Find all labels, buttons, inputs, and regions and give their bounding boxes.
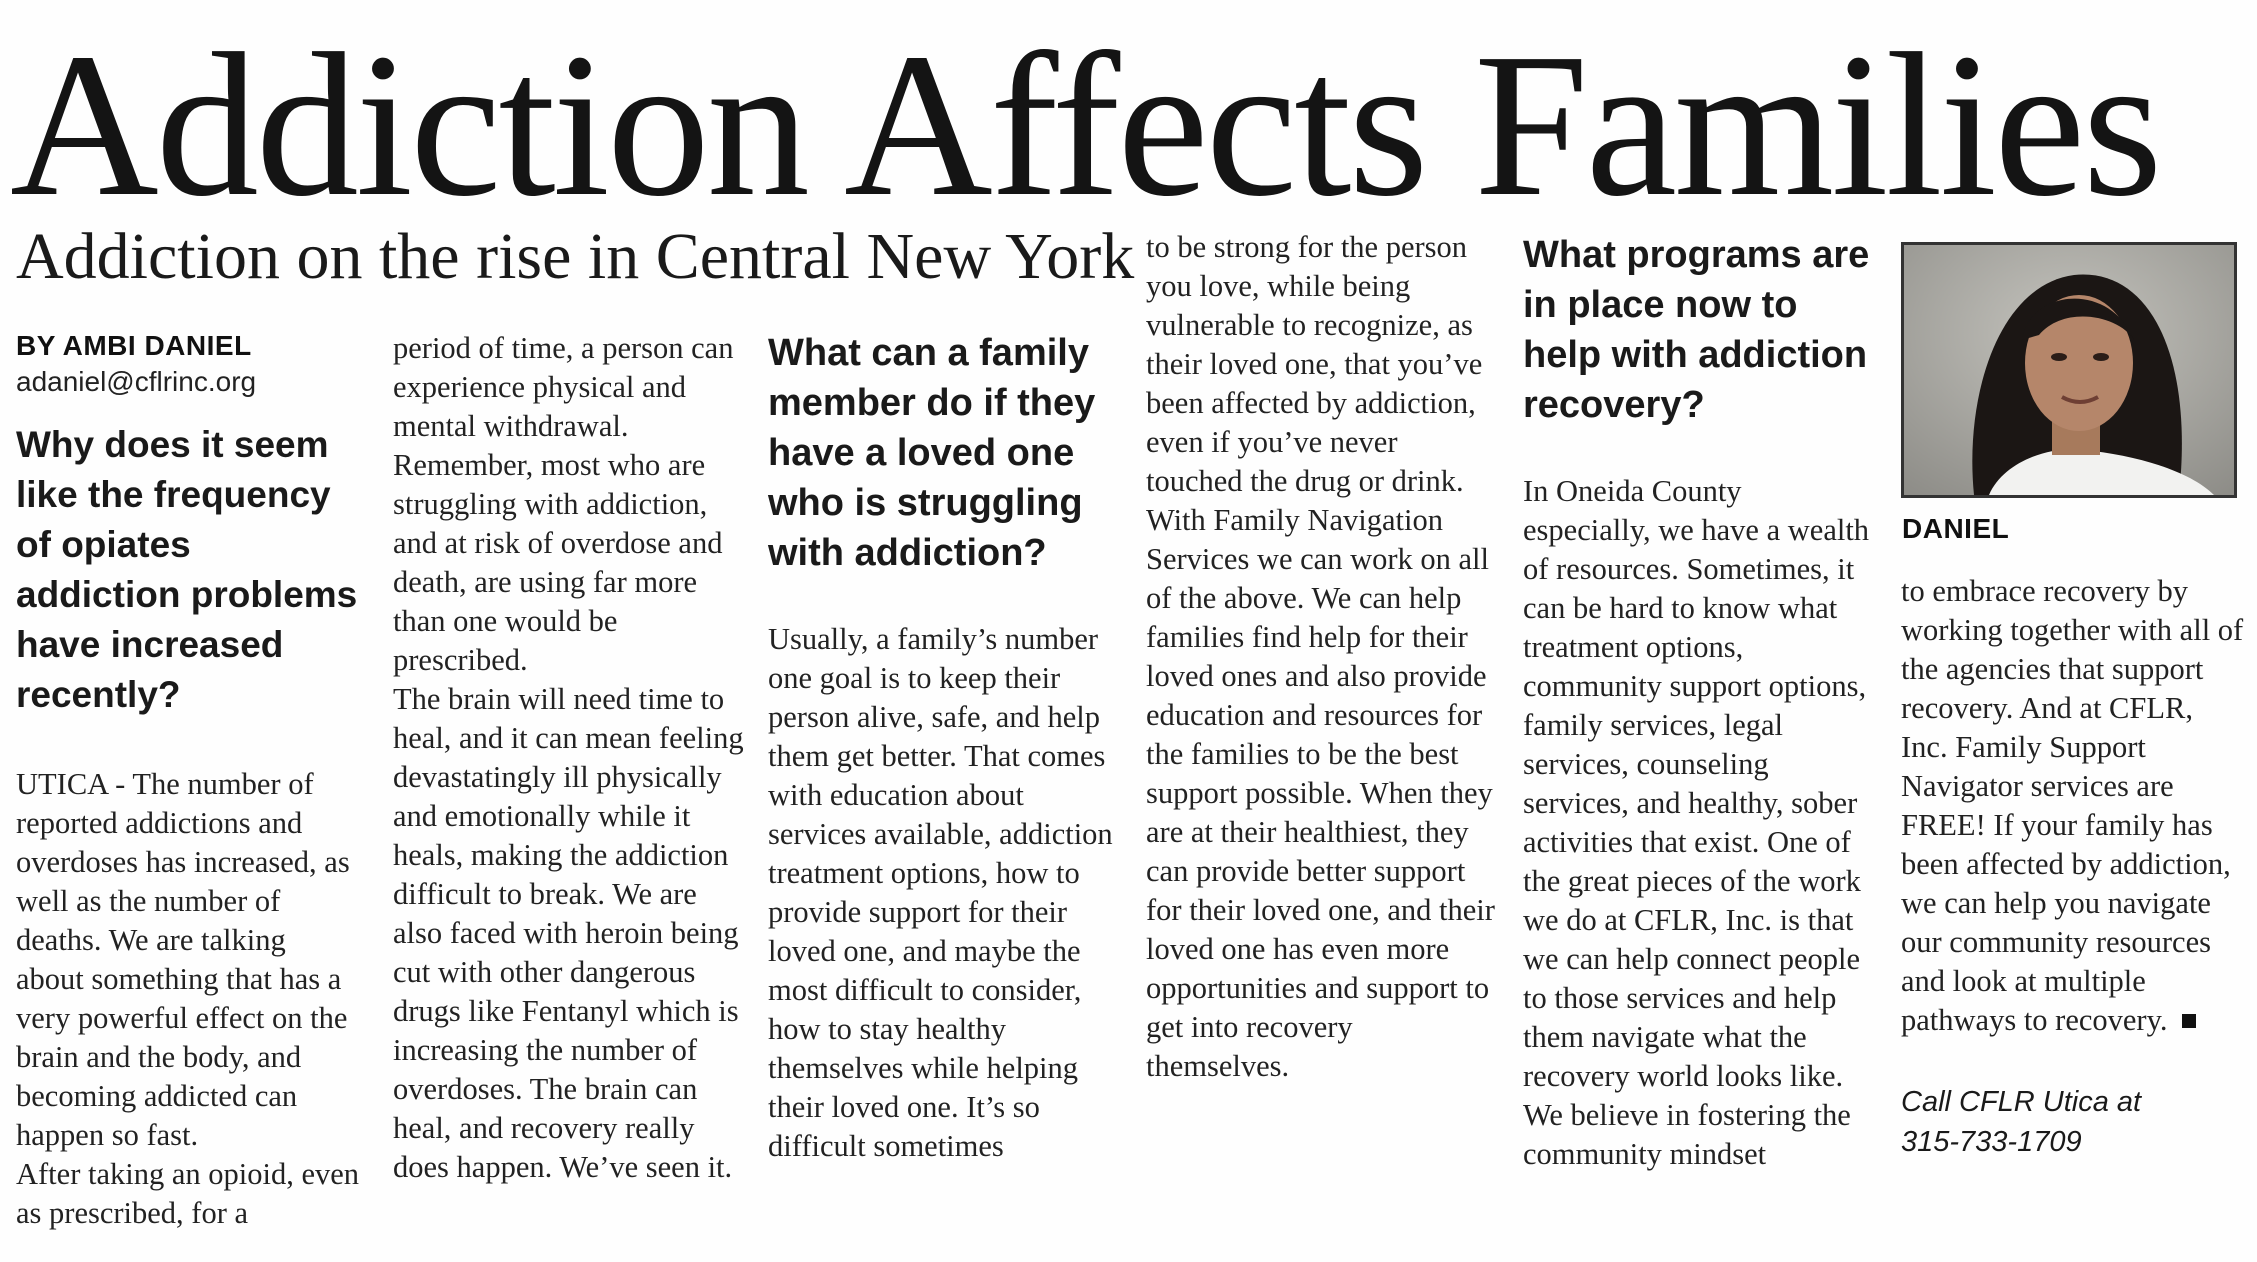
body-paragraph: After taking an opioid, even as prescribed, for a <box>16 1157 360 1230</box>
section-heading-programs: What programs are in place now to help with addiction recovery? <box>1523 234 1870 426</box>
byline-email: adaniel@cflrinc.org <box>16 366 257 397</box>
callout-phone: 315-733-1709 <box>1901 1126 2082 1158</box>
column-3 <box>768 328 1123 1166</box>
portrait-image <box>1904 245 2234 495</box>
body-paragraph: UTICA - The number of reported addictions and overdoses has increased, as well as the number of deaths. We are talking about something that has a very powerful effect on the brain and the body, and becoming addicted can happen so fast. <box>16 767 350 1152</box>
body-paragraph <box>1901 572 2246 1040</box>
byline-author: BY AMBI DANIEL <box>16 330 252 361</box>
deck-subtitle: Addiction on the rise in Central New York <box>16 220 1135 293</box>
author-photo <box>1901 242 2237 498</box>
column-1 <box>16 328 361 1233</box>
body-text: to embrace recovery by working together with all of the agencies that support recovery. And at CFLR, Inc. Family Support Navigator services are FREE! If your family has been affected by addiction, we can help you navigate our community resources and look at multiple pathways to recovery. <box>1901 574 2244 1037</box>
end-mark-icon <box>2182 1014 2196 1028</box>
callout-line: Call CFLR Utica at <box>1901 1086 2142 1118</box>
headline: Addiction Affects Families <box>10 10 2160 239</box>
column-2 <box>393 329 748 1187</box>
body-paragraph: to be strong for the person you love, while being vulnerable to recognize, as their loved one, that you’ve been affected by addiction, even if you’ve never touched the drug or drink. With Family Navigation Services we can work on all of the above. We can help families find help for their loved ones and also provide education and resources for the families to be the best support possible. When they are at their healthiest, they can provide better support for their loved one, and their loved one has even more opportunities and support to get into recovery themselves. <box>1146 230 1495 1083</box>
column-6 <box>1901 572 2246 1162</box>
callout <box>1901 1082 2246 1162</box>
photo-caption: DANIEL <box>1902 513 2010 544</box>
column-5 <box>1523 230 1873 1174</box>
body-paragraph: The brain will need time to heal, and it can mean feeling devastatingly ill physically and emotionally while it heals, making the addiction difficult to break. We are also faced with heroin being cut with other dangerous drugs like Fentanyl which is increasing the number of overdoses. The brain can heal, and recovery really does happen. We’ve seen it. <box>393 682 744 1184</box>
column-4 <box>1146 228 1501 1086</box>
section-heading-family: What can a family member do if they have a loved one who is struggling with addiction? <box>768 332 1096 574</box>
body-paragraph: In Oneida County especially, we have a wealth of resources. Sometimes, it can be hard to know what treatment options, community support options, family services, legal services, counseling services, and healthy, sober activities that exist. One of the great pieces of the work we do at CFLR, Inc. is that we can help connect people to those services and help them navigate what the recovery world looks like. We believe in fostering the community mindset <box>1523 474 1870 1171</box>
body-paragraph: period of time, a person can experience physical and mental withdrawal. Remember, most who are struggling with addiction, and at risk of overdose and death, are using far more than one would be prescribed. <box>393 331 734 677</box>
body-paragraph: Usually, a family’s number one goal is to keep their person alive, safe, and help them get better. That comes with education about services available, addiction treatment options, how to provide support for their loved one, and maybe the most difficult to consider, how to stay healthy themselves while helping their loved one. It’s so difficult sometimes <box>768 622 1113 1163</box>
section-heading-why: Why does it seem like the frequency of opiates addiction problems have increased recently? <box>16 424 358 715</box>
